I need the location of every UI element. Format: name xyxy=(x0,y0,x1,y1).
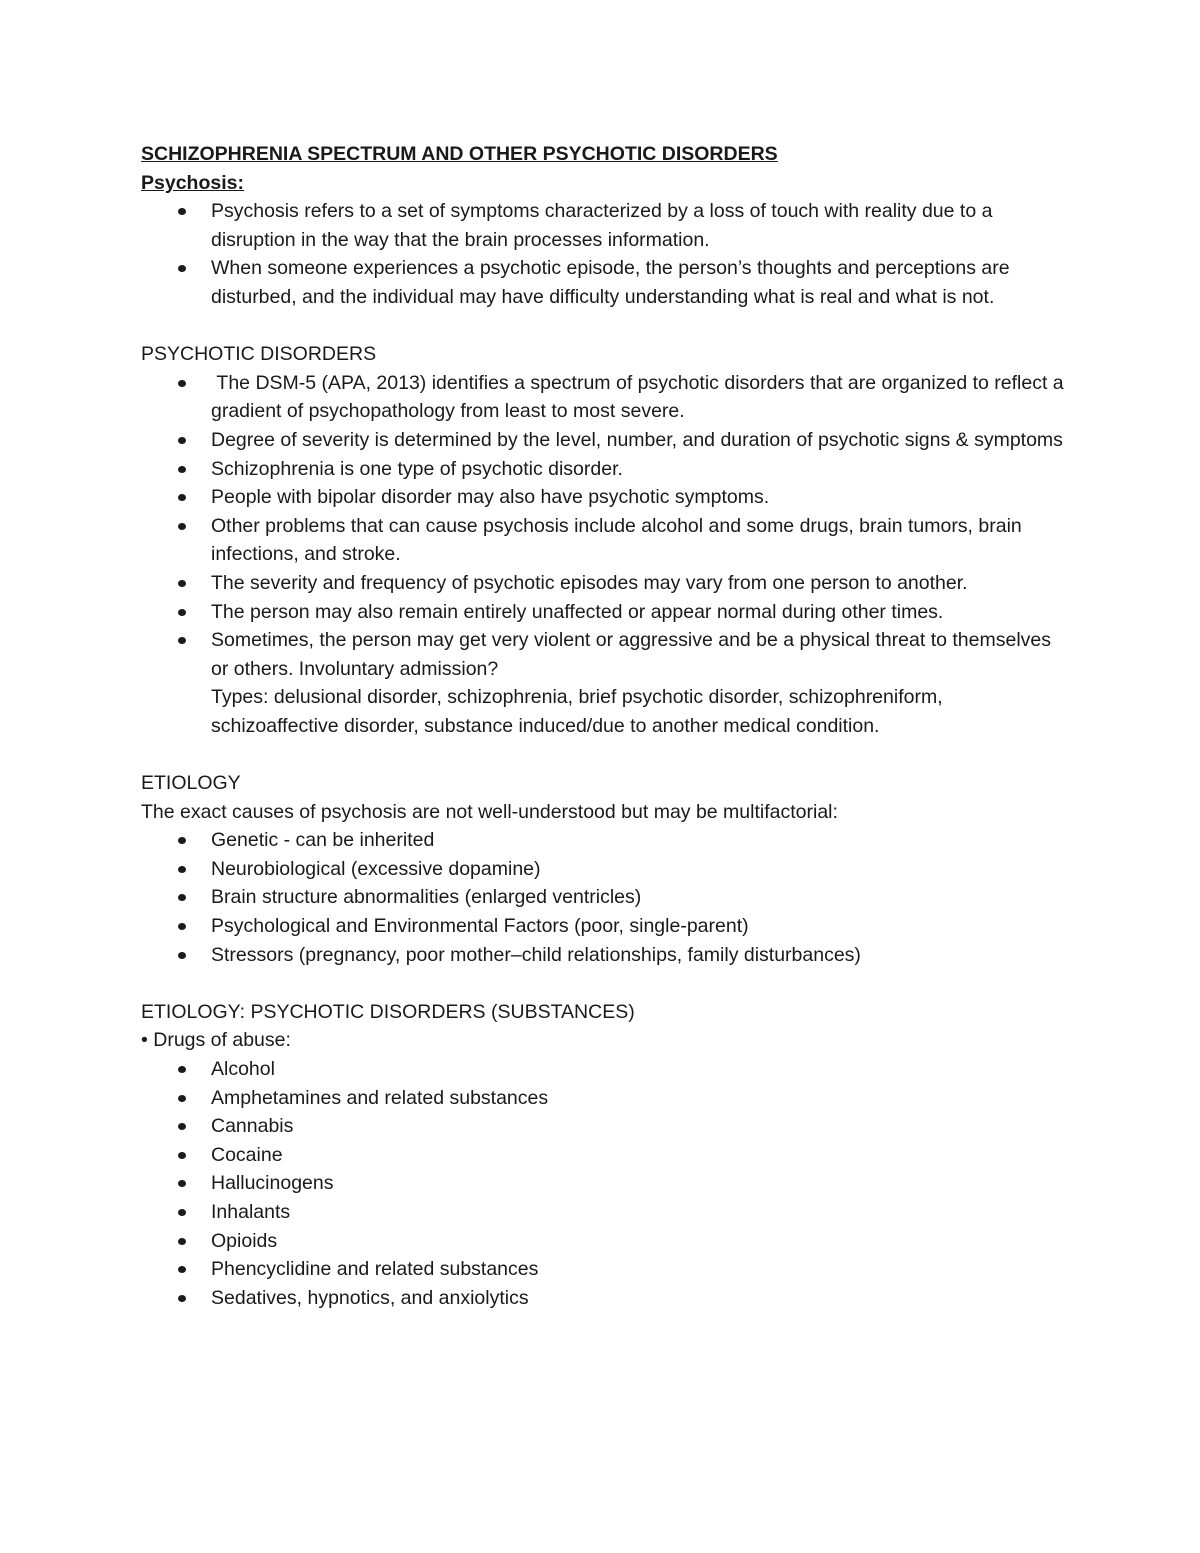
drugs-of-abuse-label: • Drugs of abuse: xyxy=(141,1029,291,1052)
list-item: Neurobiological (excessive dopamine) xyxy=(141,855,1071,884)
list-item: Psychosis refers to a set of symptoms characterized by a loss of touch with reality due to a disruption in the way that the brain processes information. xyxy=(141,197,1071,254)
bullet-icon xyxy=(178,1295,186,1302)
bullet-icon xyxy=(178,580,186,587)
list-item: Other problems that can cause psychosis include alcohol and some drugs, brain tumors, brain infections, and stroke. xyxy=(141,512,1071,569)
bullet-icon xyxy=(178,1209,186,1216)
list-item: Psychological and Environmental Factors (poor, single-parent) xyxy=(141,912,1071,941)
list-item: Genetic - can be inherited xyxy=(141,826,1071,855)
bullet-icon xyxy=(178,466,186,473)
list-item: Amphetamines and related substances xyxy=(141,1084,1071,1113)
bullet-icon xyxy=(178,952,186,959)
list-item: Sedatives, hypnotics, and anxiolytics xyxy=(141,1284,1071,1313)
list-item: The person may also remain entirely unaffected or appear normal during other times. xyxy=(141,598,1071,627)
etiology-heading: ETIOLOGY xyxy=(141,772,241,795)
list-item: Brain structure abnormalities (enlarged ventricles) xyxy=(141,883,1071,912)
document-page xyxy=(141,140,1071,1312)
etiology-intro: The exact causes of psychosis are not well-understood but may be multifactorial: xyxy=(141,800,838,823)
substances-list xyxy=(141,1055,1071,1312)
bullet-icon xyxy=(178,1180,186,1187)
list-item: Hallucinogens xyxy=(141,1169,1071,1198)
list-item: Degree of severity is determined by the level, number, and duration of psychotic signs & symptoms xyxy=(141,426,1071,455)
bullet-icon xyxy=(178,1238,186,1245)
list-item: Phencyclidine and related substances xyxy=(141,1255,1071,1284)
bullet-icon xyxy=(178,523,186,530)
bullet-icon xyxy=(178,380,186,387)
bullet-icon xyxy=(178,1123,186,1130)
bullet-icon xyxy=(178,265,186,272)
bullet-icon xyxy=(178,208,186,215)
psychotic-disorders-list xyxy=(141,369,1071,741)
list-item: When someone experiences a psychotic episode, the person’s thoughts and perceptions are disturbed, and the individual may have difficulty understanding what is real and what is not. xyxy=(141,254,1071,311)
bullet-icon xyxy=(178,866,186,873)
list-item: People with bipolar disorder may also have psychotic symptoms. xyxy=(141,483,1071,512)
etiology-list xyxy=(141,826,1071,969)
bullet-icon xyxy=(178,837,186,844)
bullet-icon xyxy=(178,1095,186,1102)
list-item: Inhalants xyxy=(141,1198,1071,1227)
bullet-icon xyxy=(178,1152,186,1159)
psychosis-heading: Psychosis: xyxy=(141,171,244,194)
psychosis-list xyxy=(141,197,1071,311)
bullet-icon xyxy=(178,609,186,616)
list-item: Stressors (pregnancy, poor mother–child relationships, family disturbances) xyxy=(141,941,1071,970)
document-title: SCHIZOPHRENIA SPECTRUM AND OTHER PSYCHOTIC DISORDERS xyxy=(141,143,778,165)
bullet-icon xyxy=(178,437,186,444)
bullet-icon xyxy=(178,923,186,930)
types-text: Types: delusional disorder, schizophrenia, brief psychotic disorder, schizophreniform, schizoaffective disorder, substance induced/due to another medical condition. xyxy=(211,686,943,737)
list-item: Cocaine xyxy=(141,1141,1071,1170)
list-item: Opioids xyxy=(141,1227,1071,1256)
bullet-icon xyxy=(178,894,186,901)
bullet-icon xyxy=(178,1066,186,1073)
list-item: Cannabis xyxy=(141,1112,1071,1141)
list-item: The DSM-5 (APA, 2013) identifies a spectrum of psychotic disorders that are organized to reflect a gradient of psychopathology from least to most severe. xyxy=(141,369,1071,426)
psychotic-disorders-heading: PSYCHOTIC DISORDERS xyxy=(141,343,377,366)
list-item: Schizophrenia is one type of psychotic disorder. xyxy=(141,455,1071,484)
list-item: Alcohol xyxy=(141,1055,1071,1084)
bullet-icon xyxy=(178,494,186,501)
bullet-icon xyxy=(178,1266,186,1273)
list-item: The severity and frequency of psychotic episodes may vary from one person to another. xyxy=(141,569,1071,598)
etiology-substances-heading: ETIOLOGY: PSYCHOTIC DISORDERS (SUBSTANCES) xyxy=(141,1000,635,1023)
list-item: Sometimes, the person may get very violent or aggressive and be a physical threat to themselves or others. Involuntary admission? Types: delusional disorder, schizophrenia, brief psychotic disorder, schizophreniform, schizoaffective disorder, substance induced/due to another medical condition. xyxy=(141,626,1071,740)
bullet-icon xyxy=(178,637,186,644)
